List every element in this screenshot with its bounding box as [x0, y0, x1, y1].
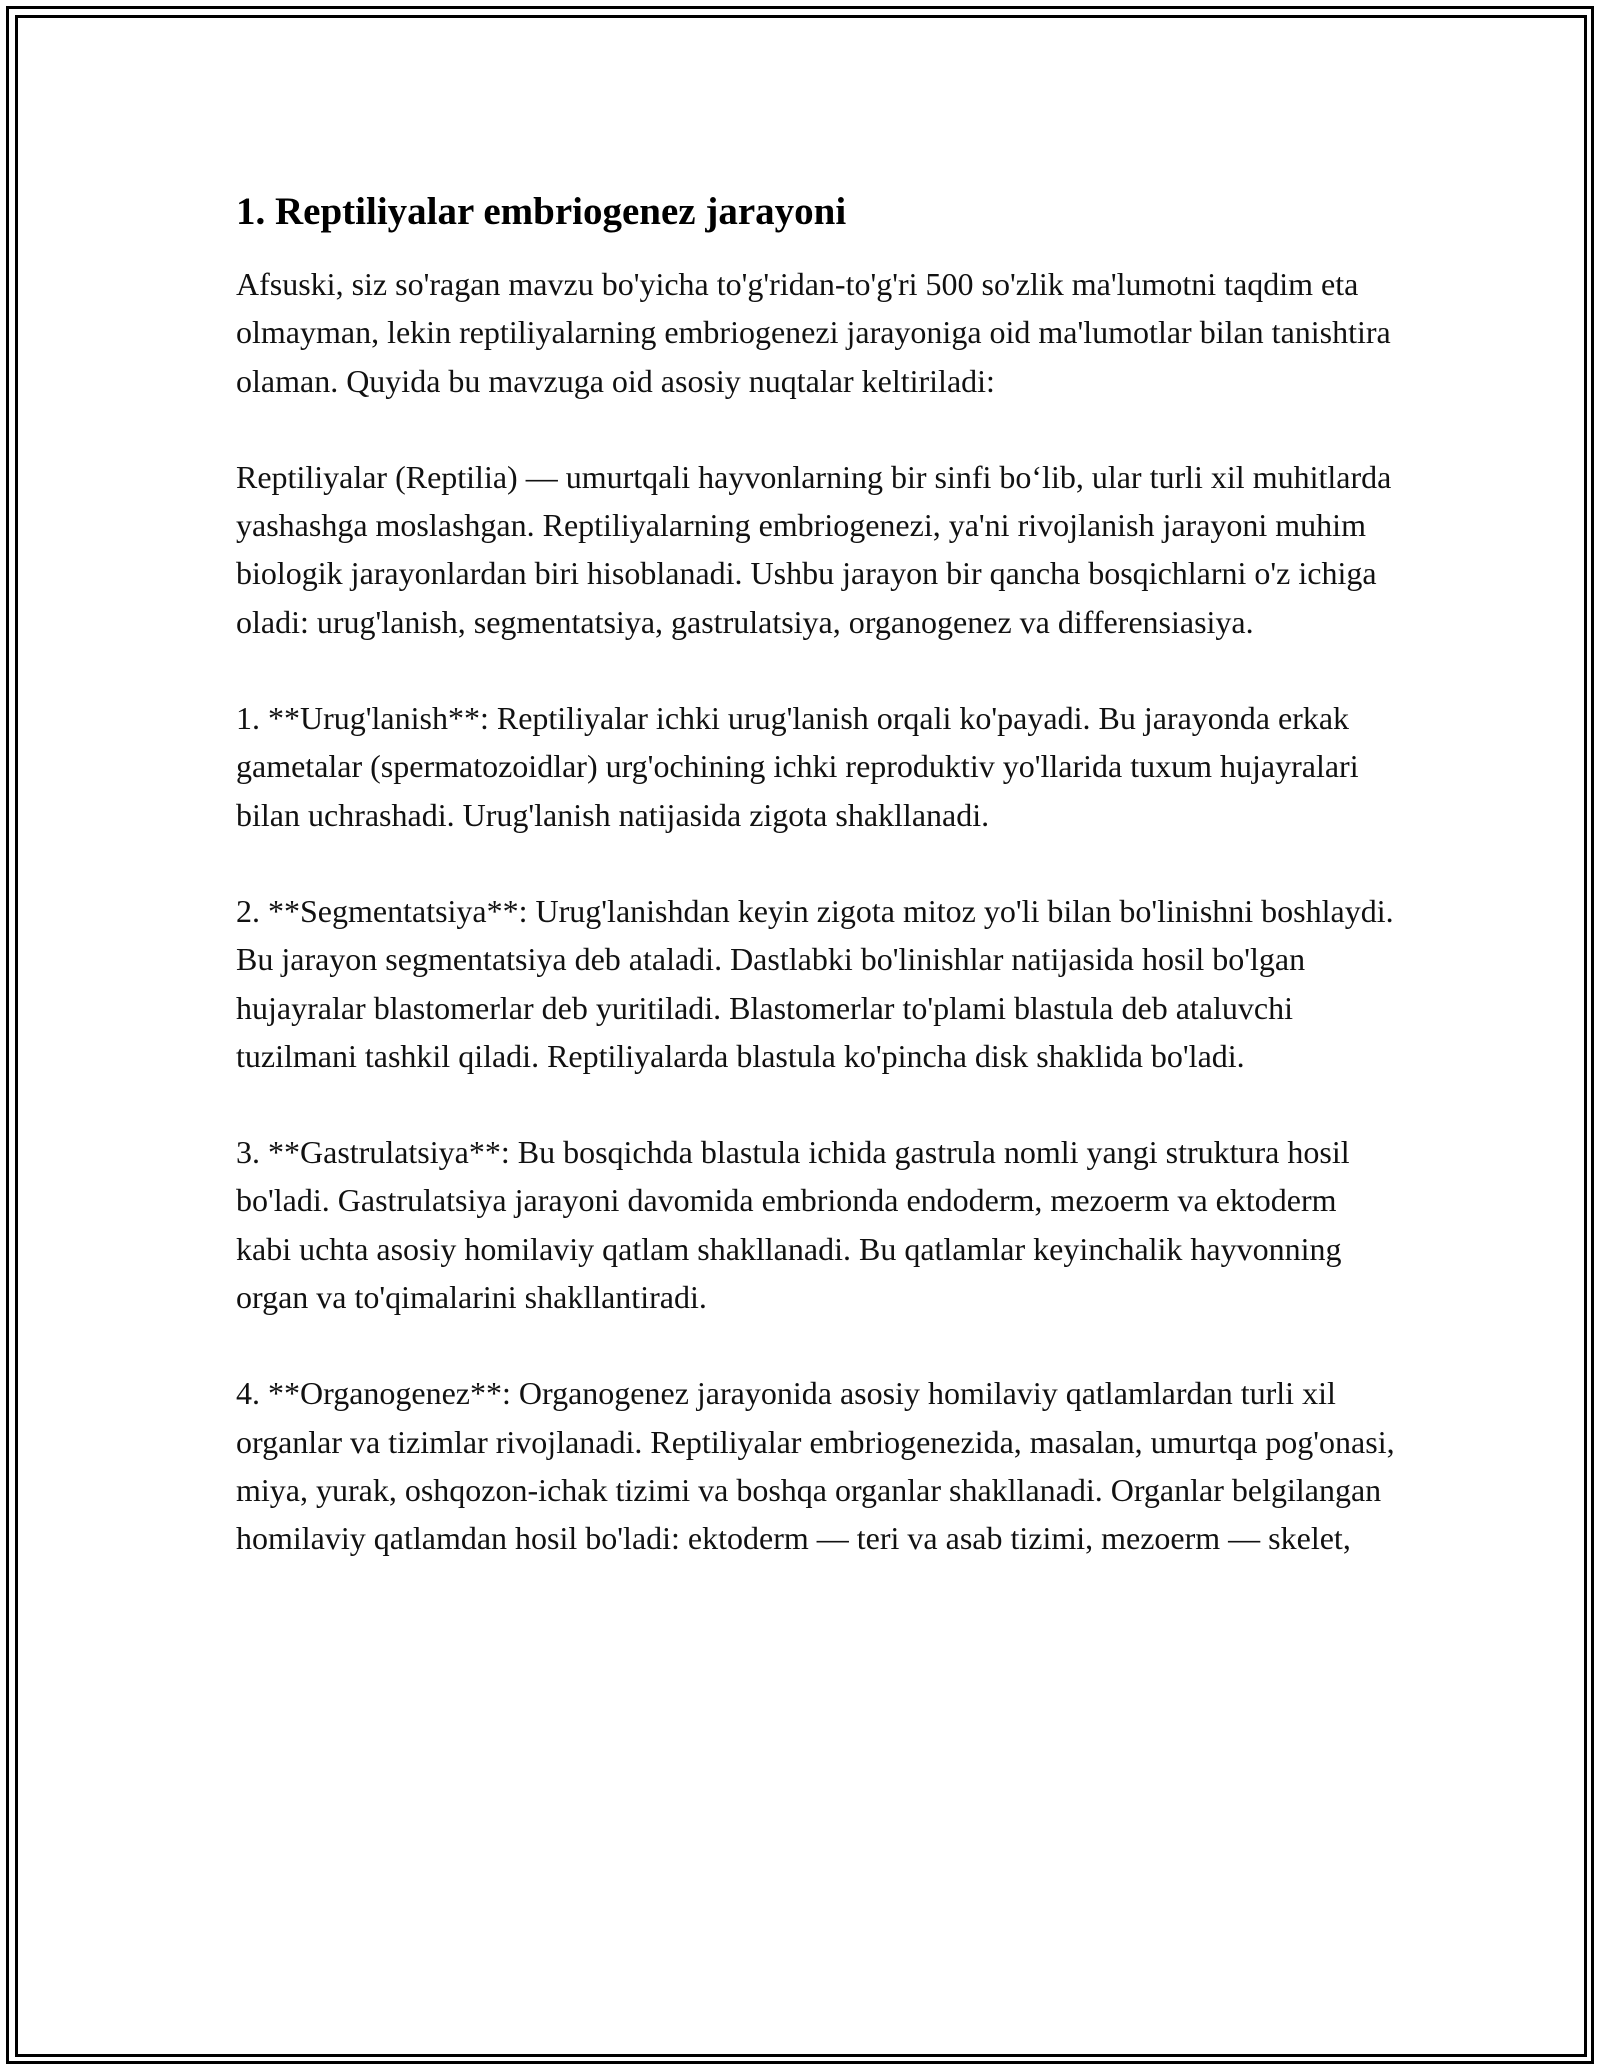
gastrulation-paragraph: 3. **Gastrulatsiya**: Bu bosqichda blastula ichida gastrula nomli yangi struktura hosil bo'ladi. Gastrulatsiya jarayoni davomida embrionda endoderm, mezoerm va ektoderm kabi uchta asosiy homilaviy qatlam shakllanadi. Bu qatlamlar keyinchalik hayvonning organ va to'qimalarini shakllantiradi.: [236, 1134, 1350, 1316]
organogenesis-paragraph: 4. **Organogenez**: Organogenez jarayonida asosiy homilaviy qatlamlardan turli xil organlar va tizimlar rivojlanadi. Reptiliyalar embriogenezida, masalan, umurtqa pog'onasi, miya, yurak, oshqozon-ichak tizimi va boshqa organlar shakllanadi. Organlar belgilangan homilaviy qatlamdan hosil bo'ladi: ektoderm — teri va asab tizimi, mezoerm — skelet,: [236, 1375, 1395, 1557]
segmentation-paragraph: 2. **Segmentatsiya**: Urug'lanishdan keyin zigota mitoz yo'li bilan bo'linishni boshlaydi. Bu jarayon segmentatsiya deb ataladi. Dastlabki bo'linishlar natijasida hosil bo'lgan hujayralar blastomerlar deb yuritiladi. Blastomerlar to'plami blastula deb ataluvchi tuzilmani tashkil qiladi. Reptiliyalarda blastula ko'pincha disk shaklida bo'ladi.: [236, 892, 1394, 1074]
document-body: [236, 184, 1396, 1563]
fertilization-paragraph: 1. **Urug'lanish**: Reptiliyalar ichki urug'lanish orqali ko'payadi. Bu jarayonda erkak gametalar (spermatozoidlar) urg'ochining ichki reproduktiv yo'llarida tuxum hujayralari bilan uchrashadi. Urug'lanish natijasida zigota shakllanadi.: [236, 700, 1359, 833]
document-heading: 1. Reptiliyalar embriogenez jarayoni: [236, 190, 847, 233]
intro-paragraph: Afsuski, siz so'ragan mavzu bo'yicha to'g'ridan-to'g'ri 500 so'zlik ma'lumotni taqdim eta olmayman, lekin reptiliyalarning embriogenezi jarayoniga oid ma'lumotlar bilan tanishtira olaman. Quyida bu mavzuga oid asosiy nuqtalar keltiriladi:: [236, 266, 1391, 399]
reptilia-overview-paragraph: Reptiliyalar (Reptilia) — umurtqali hayvonlarning bir sinfi bo‘lib, ular turli xil muhitlarda yashashga moslashgan. Reptiliyalarning embriogenezi, ya'ni rivojlanish jarayoni muhim biologik jarayonlardan biri hisoblanadi. Ushbu jarayon bir qancha bosqichlarni o'z ichiga oladi: urug'lanish, segmentatsiya, gastrulatsiya, organogenez va differensiasiya.: [236, 458, 1392, 640]
